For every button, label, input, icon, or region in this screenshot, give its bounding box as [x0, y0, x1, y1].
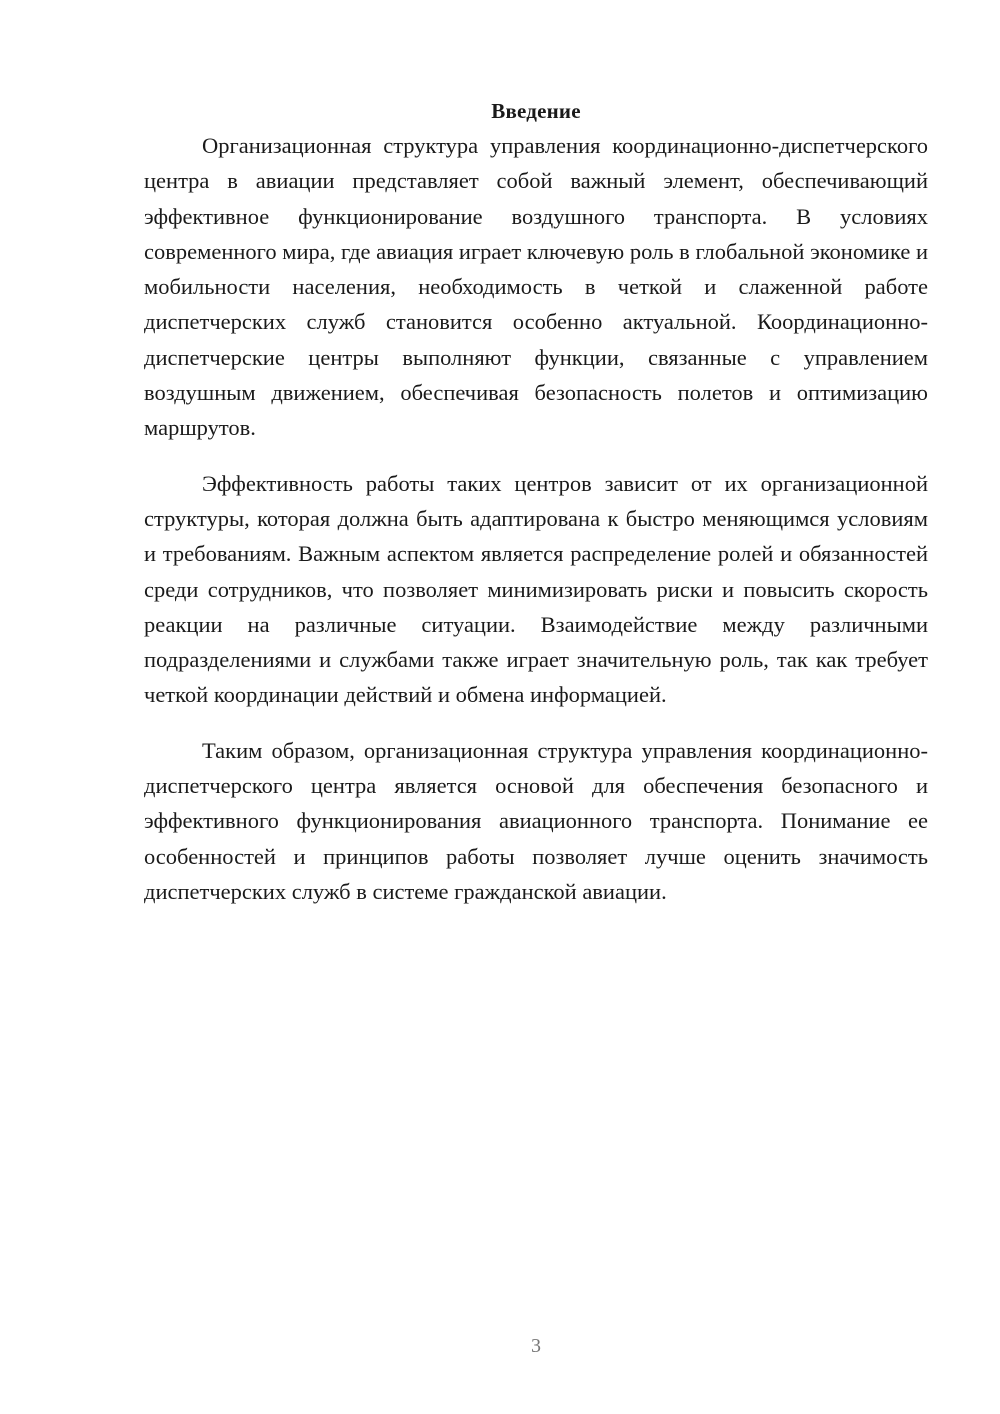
paragraph-2: Эффективность работы таких центров зависит от их организационной структуры, которая должна быть адаптирована к быстро меняющимся условиям и требованиям. Важным аспектом является распределение ролей и обязанностей среди сотрудников, что позволяет минимизировать риски и повысить скорость реакции на различные ситуации. Взаимодействие между различными подразделениями и службами также играет значительную роль, так как требует четкой координации действий и обмена информацией.: [144, 470, 928, 708]
section-heading: Введение: [491, 99, 581, 123]
page-content: [144, 96, 928, 929]
page-number: 3: [531, 1335, 541, 1357]
paragraph-3: Таким образом, организационная структура управления координационно-диспетчерского центра является основой для обеспечения безопасного и эффективного функционирования авиационного транспорта. Понимание ее особенностей и принципов работы позволяет лучше оценить значимость диспетчерских служб в системе гражданской авиации.: [144, 737, 928, 904]
paragraph-1: Организационная структура управления координационно-диспетчерского центра в авиации представляет собой важный элемент, обеспечивающий эффективное функционирование воздушного транспорта. В условиях современного мира, где авиация играет ключевую роль в глобальной экономике и мобильности населения, необходимость в четкой и слаженной работе диспетчерских служб становится особенно актуальной. Координационно-диспетчерские центры выполняют функции, связанные с управлением воздушным движением, обеспечивая безопасность полетов и оптимизацию маршрутов.: [144, 133, 928, 441]
